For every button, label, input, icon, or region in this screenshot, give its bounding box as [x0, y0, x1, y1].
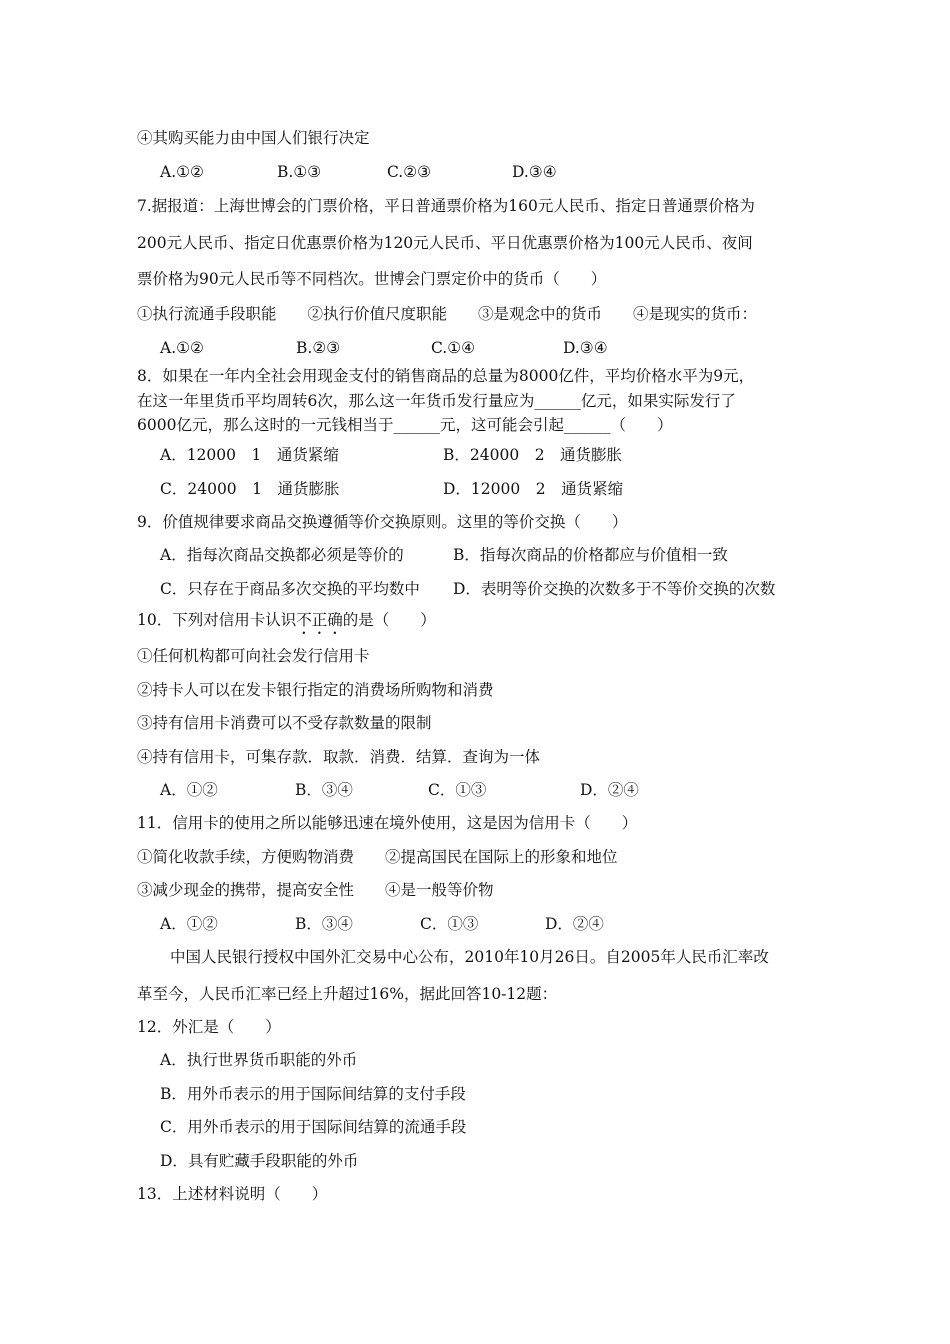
- q12-option-c[interactable]: C．用外币表示的用于国际间结算的流通手段: [160, 1118, 467, 1136]
- q8-stem-line-1: 8．如果在一年内全社会用现金支付的销售商品的总量为8000亿件，平均价格水平为9元，: [137, 367, 755, 385]
- q10-option-c[interactable]: C．①③: [428, 781, 487, 799]
- q11-option-d[interactable]: D．②④: [545, 915, 604, 933]
- q7-option-a[interactable]: A.①②: [160, 339, 204, 357]
- q7-option-b[interactable]: B.②③: [296, 339, 341, 357]
- material-line-2: 革至今，人民币汇率已经上升超过16%，据此回答10-12题：: [137, 985, 558, 1003]
- q10-stem-after: 的是（ ）: [342, 611, 436, 629]
- q10-stem-before: 10．下列对信用卡认识: [137, 611, 297, 629]
- q6-option-d[interactable]: D.③④: [512, 163, 557, 181]
- q6-option-b[interactable]: B.①③: [277, 163, 322, 181]
- q8-stem-line-2: 在这一年里货币平均周转6次，那么这一年货币发行量应为______亿元，如果实际发行了: [137, 392, 736, 410]
- q6-option-a[interactable]: A.①②: [160, 163, 204, 181]
- q10-stem-emphasis: 不正确: [296, 611, 343, 629]
- q11-option-c[interactable]: C．①③: [420, 915, 479, 933]
- q8-option-c[interactable]: C．24000 1 通货膨胀: [160, 480, 340, 498]
- q8-option-d[interactable]: D．12000 2 通货紧缩: [443, 480, 624, 498]
- q6-option-c[interactable]: C.②③: [387, 163, 432, 181]
- q11-statements-1-2: ①简化收款手续，方便购物消费 ②提高国民在国际上的形象和地位: [137, 848, 618, 866]
- q7-statements: ①执行流通手段职能 ②执行价值尺度职能 ③是观念中的货币 ④是现实的货币：: [137, 305, 758, 323]
- q6-statement-4: ④其购买能力由中国人们银行决定: [137, 129, 370, 147]
- q10-statement-3: ③持有信用卡消费可以不受存款数量的限制: [137, 714, 432, 732]
- q11-option-a[interactable]: A．①②: [160, 915, 218, 933]
- q8-option-b[interactable]: B．24000 2 通货膨胀: [443, 446, 623, 464]
- q10-option-b[interactable]: B．③④: [295, 781, 353, 799]
- q10-option-d[interactable]: D．②④: [580, 781, 639, 799]
- q7-option-c[interactable]: C.①④: [431, 339, 476, 357]
- q8-stem-line-3: 6000亿元，那么这时的一元钱相当于______元，这可能会引起______（ ）: [137, 416, 673, 434]
- q12-option-a[interactable]: A．执行世界货币职能的外币: [160, 1051, 358, 1069]
- q12-option-b[interactable]: B．用外币表示的用于国际间结算的支付手段: [160, 1085, 466, 1103]
- q11-statements-3-4: ③减少现金的携带，提高安全性 ④是一般等价物: [137, 881, 494, 899]
- material-line-1: 中国人民银行授权中国外汇交易中心公布，2010年10月26日。自2005年人民币汇率改: [170, 948, 769, 966]
- q7-option-d[interactable]: D.③④: [563, 339, 608, 357]
- q9-option-d[interactable]: D．表明等价交换的次数多于不等价交换的次数: [453, 580, 776, 598]
- q10-statement-1: ①任何机构都可向社会发行信用卡: [137, 647, 370, 665]
- q9-stem: 9．价值规律要求商品交换遵循等价交换原则。这里的等价交换（ ）: [137, 513, 628, 531]
- q9-option-a[interactable]: A．指每次商品交换都必须是等价的: [160, 546, 404, 564]
- q9-option-c[interactable]: C．只存在于商品多次交换的平均数中: [160, 580, 420, 598]
- q7-stem-line-1: 7.据报道：上海世博会的门票价格，平日普通票价格为160元人民币、指定日普通票价格为: [137, 197, 755, 215]
- q11-option-b[interactable]: B．③④: [295, 915, 353, 933]
- q10-statement-2: ②持卡人可以在发卡银行指定的消费场所购物和消费: [137, 681, 494, 699]
- q9-option-b[interactable]: B．指每次商品的价格都应与价值相一致: [453, 546, 728, 564]
- q10-option-a[interactable]: A．①②: [160, 781, 218, 799]
- q7-stem-line-3: 票价格为90元人民币等不同档次。世博会门票定价中的货币（ ）: [137, 270, 607, 288]
- q12-option-d[interactable]: D．具有贮藏手段职能的外币: [160, 1152, 359, 1170]
- q10-stem: [137, 610, 436, 638]
- q7-stem-line-2: 200元人民币、指定日优惠票价格为120元人民币、平日优惠票价格为100元人民币、夜间: [137, 234, 753, 252]
- q11-stem: 11．信用卡的使用之所以能够迅速在境外使用，这是因为信用卡（ ）: [137, 814, 638, 832]
- q12-stem: 12．外汇是（ ）: [137, 1018, 281, 1036]
- q8-option-a[interactable]: A．12000 1 通货紧缩: [160, 446, 339, 464]
- q13-stem: 13．上述材料说明（ ）: [137, 1185, 328, 1203]
- q10-statement-4: ④持有信用卡，可集存款．取款．消费．结算．查询为一体: [137, 748, 541, 766]
